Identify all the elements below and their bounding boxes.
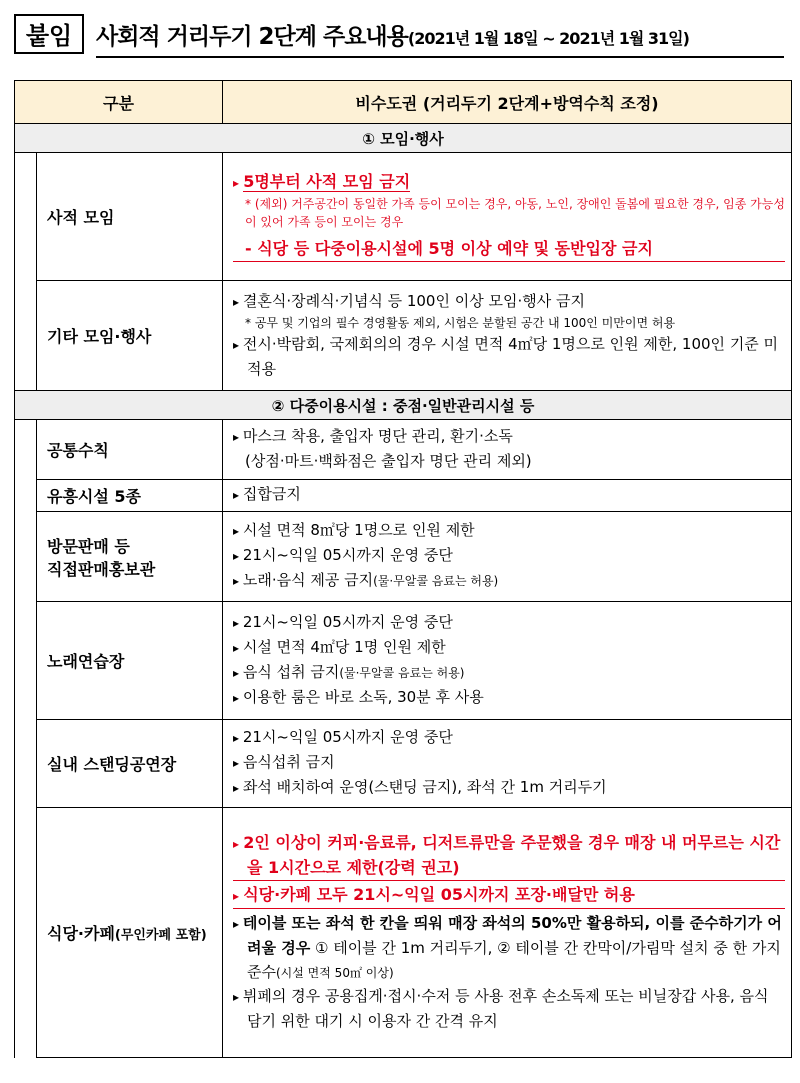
section-title-gatherings: ① 모임·행사 bbox=[15, 124, 792, 153]
karaoke-rule-3: 음식 섭취 금지 bbox=[242, 662, 340, 681]
table-row bbox=[15, 420, 792, 480]
table-row bbox=[15, 480, 792, 512]
standing-rule-3: ▸ 좌석 배치하여 운영(스탠딩 금지), 좌석 간 1m 거리두기 bbox=[233, 775, 785, 800]
takeout-only: ▸ 식당·카페 모두 21시~익일 05시까지 포장·배달만 허용 bbox=[233, 883, 785, 909]
events-limit: ▸ 결혼식·장례식·기념식 등 100인 이상 모임·행사 금지 bbox=[233, 289, 785, 314]
restaurant-label-1: 식당·카페 bbox=[47, 924, 115, 943]
door-sales-label-1: 방문판매 등 bbox=[47, 536, 130, 556]
row-content-private-gathering bbox=[223, 153, 792, 281]
private-gathering-exception: * (제외) 거주공간이 동일한 가족 등이 모이는 경우, 아동, 노인, 장애인 돌봄에 필요한 경우, 임종 가능성이 있어 가족 등이 모이는 경우 bbox=[245, 196, 785, 229]
row-content-karaoke bbox=[223, 602, 792, 720]
row-label-karaoke: 노래연습장 bbox=[37, 602, 223, 720]
door-sales-label-2: 직접판매홍보관 bbox=[47, 559, 156, 579]
entertainment-rule: ▸ 집합금지 bbox=[233, 482, 785, 507]
seat-50-rule: 테이블 또는 좌석 한 칸을 띄워 매장 좌석의 50%만 활용하되, 이를 준수하기가 어려울 경우 bbox=[242, 913, 782, 957]
row-label-standing: 실내 스탠딩공연장 bbox=[37, 720, 223, 808]
table-row bbox=[15, 808, 792, 1058]
col-header-category: 구분 bbox=[15, 81, 223, 124]
title-underline bbox=[96, 56, 784, 58]
seat-alternative-note: (시설 면적 50㎡ 이상) bbox=[276, 965, 394, 980]
table-row bbox=[15, 153, 792, 281]
door-sales-rule-2: ▸ 21시~익일 05시까지 운영 중단 bbox=[233, 543, 785, 568]
karaoke-rule-2: ▸ 시설 면적 4㎡당 1명 인원 제한 bbox=[233, 635, 785, 660]
door-sales-rule-1: ▸ 시설 면적 8㎡당 1명으로 인원 제한 bbox=[233, 518, 785, 543]
document-title bbox=[96, 18, 689, 51]
row-content-entertainment bbox=[223, 480, 792, 512]
table-header-row bbox=[15, 81, 792, 124]
table-row bbox=[15, 512, 792, 602]
row-content-restaurant bbox=[223, 808, 792, 1058]
title-text: 사회적 거리두기 2단계 주요내용 bbox=[96, 24, 408, 50]
row-content-common bbox=[223, 420, 792, 480]
row-label-entertainment: 유흥시설 5종 bbox=[37, 480, 223, 512]
row-content-door-sales bbox=[223, 512, 792, 602]
restaurant-reservation-ban: - 식당 등 다중이용시설에 5명 이상 예약 및 동반입장 금지 bbox=[233, 237, 785, 262]
section-title-facilities: ② 다중이용시설 : 중점·일반관리시설 등 bbox=[15, 391, 792, 420]
door-sales-rule-3-note: (물·무알콜 음료는 허용) bbox=[373, 574, 499, 588]
attachment-tag: 붙임 bbox=[14, 14, 84, 54]
karaoke-rule-1: ▸ 21시~익일 05시까지 운영 중단 bbox=[233, 610, 785, 635]
common-rule-1: ▸ 마스크 착용, 출입자 명단 관리, 환기·소독 bbox=[233, 424, 785, 449]
exhibition-limit: ▸ 전시·박람회, 국제회의의 경우 시설 면적 4㎡당 1명으로 인원 제한, 100인 기준 미적용 bbox=[233, 332, 785, 381]
title-date: (2021년 1월 18일 ~ 2021년 1월 31일) bbox=[407, 29, 689, 48]
section-row-facilities bbox=[15, 391, 792, 420]
measures-table bbox=[14, 80, 792, 1058]
document-header bbox=[14, 14, 784, 62]
table-row bbox=[15, 720, 792, 808]
standing-rule-2: ▸ 음식섭취 금지 bbox=[233, 750, 785, 775]
door-sales-rule-3: 노래·음식 제공 금지 bbox=[242, 571, 374, 589]
row-label-other-events: 기타 모임·행사 bbox=[37, 281, 223, 391]
standing-rule-1: ▸ 21시~익일 05시까지 운영 중단 bbox=[233, 725, 785, 750]
karaoke-rule-4: ▸ 이용한 룸은 바로 소독, 30분 후 사용 bbox=[233, 685, 785, 710]
karaoke-rule-3-note: (물·무알콜 음료는 허용) bbox=[339, 665, 465, 680]
common-rule-2: (상점·마트·백화점은 출입자 명단 관리 제외) bbox=[245, 452, 532, 470]
table-row bbox=[15, 281, 792, 391]
row-label-door-sales bbox=[37, 512, 223, 602]
indent-cell bbox=[15, 153, 37, 391]
section-row-gatherings bbox=[15, 124, 792, 153]
indent-cell bbox=[15, 420, 37, 1058]
buffet-rule: ▸ 뷔페의 경우 공용집게·접시·수저 등 사용 전후 손소독제 또는 비닐장갑 사용, 음식 담기 위한 대기 시 이용자 간 간격 유지 bbox=[233, 984, 785, 1033]
row-label-common: 공통수칙 bbox=[37, 420, 223, 480]
seat-alternative: ① 테이블 간 1m 거리두기, ② 테이블 간 칸막이/가림막 설치 중 한 가지 준수 bbox=[247, 938, 781, 981]
cafe-time-limit: ▸ 2인 이상이 커피·음료류, 디저트류만을 주문했을 경우 매장 내 머무르는 시간을 1시간으로 제한(강력 권고) bbox=[233, 831, 785, 881]
private-gathering-ban: 5명부터 사적 모임 금지 bbox=[243, 171, 411, 191]
col-header-region: 비수도권 (거리두기 2단계+방역수칙 조정) bbox=[223, 81, 792, 124]
events-exception: * 공무 및 기업의 필수 경영활동 제외, 시험은 분할된 공간 내 100인 미만이면 허용 bbox=[245, 315, 676, 330]
row-label-private-gathering: 사적 모임 bbox=[37, 153, 223, 281]
row-content-other-events bbox=[223, 281, 792, 391]
row-content-standing bbox=[223, 720, 792, 808]
restaurant-label-2: (무인카페 포함) bbox=[114, 928, 207, 943]
row-label-restaurant bbox=[37, 808, 223, 1058]
table-row bbox=[15, 602, 792, 720]
